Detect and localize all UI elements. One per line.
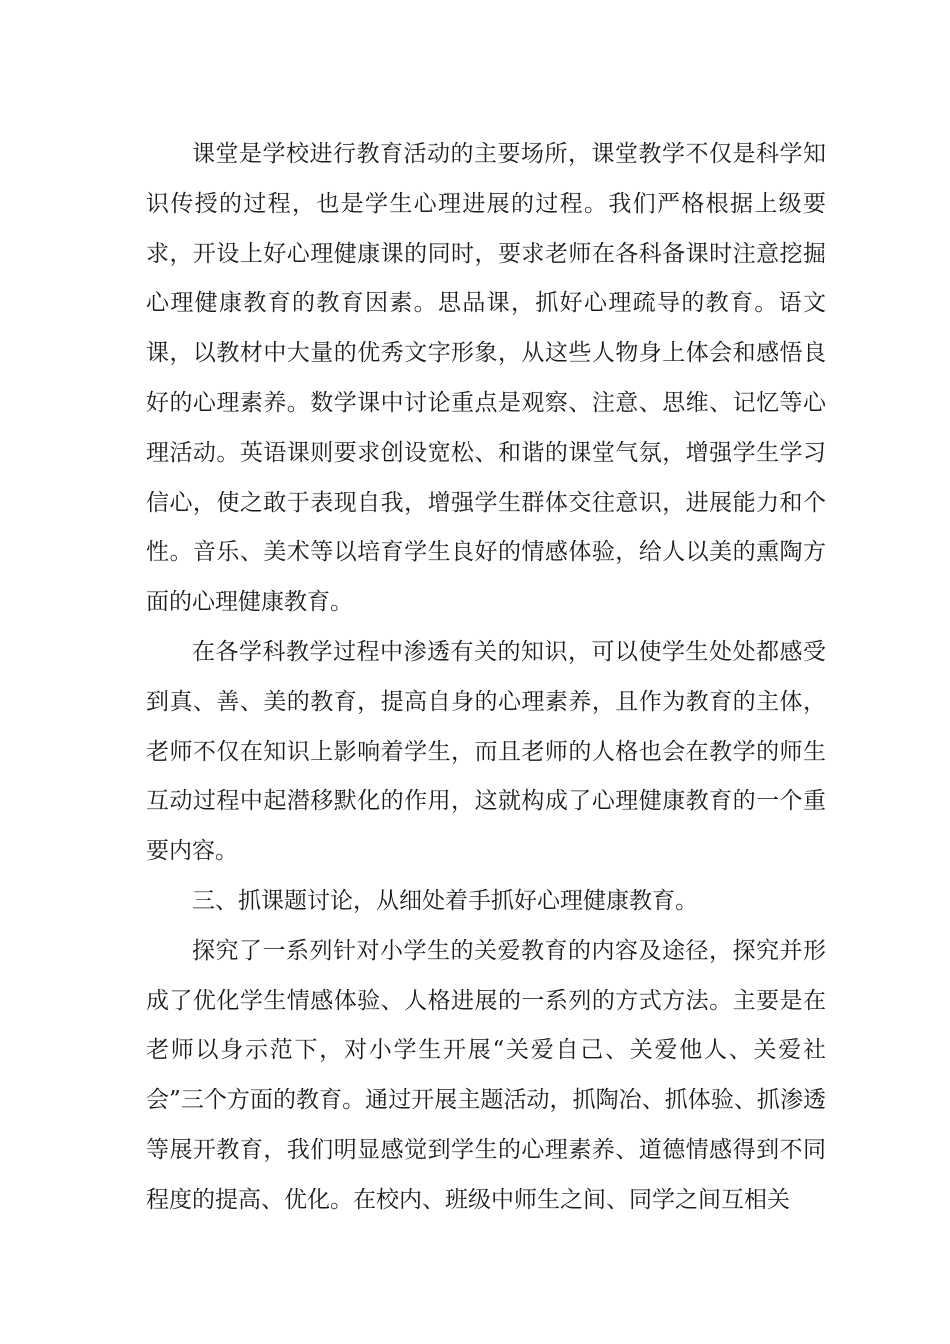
paragraph-care-education: 探究了一系列针对小学生的关爱教育的内容及途径，探究并形成了优化学生情感体验、人格进展的一系列的方式方法。主要是在老师以身示范下，对小学生开展“关爱自己、关爱他人、关爱社会”三个方面的教育。通过开展主题活动，抓陶冶、抓体验、抓渗透等展开教育，我们明显感觉到学生的心理素养、道德情感得到不同程度的提高、优化。在校内、班级中师生之间、同学之间互相关 <box>146 937 826 1213</box>
document-body <box>146 130 826 1226</box>
paragraph-subject-infiltration: 在各学科教学过程中渗透有关的知识，可以使学生处处都感受到真、善、美的教育，提高自身的心理素养，且作为教育的主体，老师不仅在知识上影响着学生，而且老师的人格也会在教学的师生互动过程中起潜移默化的作用，这就构成了心理健康教育的一个重要内容。 <box>146 638 826 865</box>
paragraph-classroom-teaching: 课堂是学校进行教育活动的主要场所，课堂教学不仅是科学知识传授的过程，也是学生心理进展的过程。我们严格根据上级要求，开设上好心理健康课的同时，要求老师在各科备课时注意挖掘心理健康教育的教育因素。思品课，抓好心理疏导的教育。语文课，以教材中大量的优秀文字形象，从这些人物身上体会和感悟良好的心理素养。数学课中讨论重点是观察、注意、思维、记忆等心理活动。英语课则要求创设宽松、和谐的课堂气氛，增强学生学习信心，使之敢于表现自我，增强学生群体交往意识，进展能力和个性。音乐、美术等以培育学生良好的情感体验，给人以美的熏陶方面的心理健康教育。 <box>146 141 826 616</box>
section-heading-research: 三、抓课题讨论，从细处着手抓好心理健康教育。 <box>192 887 698 914</box>
